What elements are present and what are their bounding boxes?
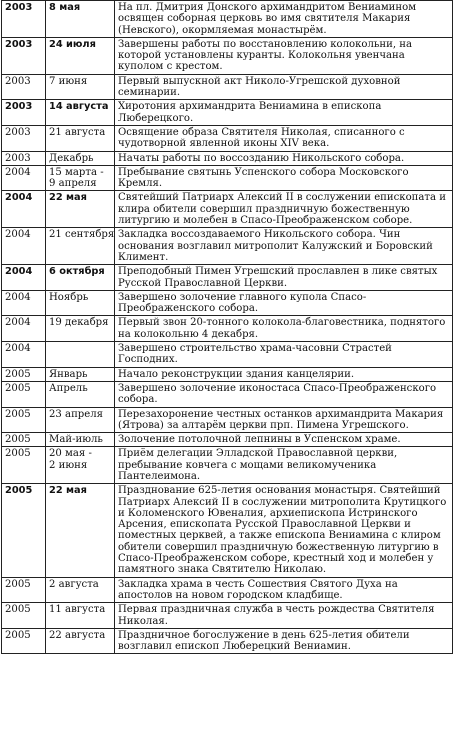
event-cell: Завершены работы по восстановлению колокольни, на которой установлены куранты. Колокольня увенчана куполом с крестом. (115, 37, 453, 74)
date-cell: 8 мая (46, 1, 115, 38)
date-cell (46, 342, 115, 368)
table-row (2, 100, 453, 126)
date-cell: 11 августа (46, 603, 115, 629)
date-cell: 2 августа (46, 577, 115, 603)
table-row (2, 447, 453, 484)
event-cell: Начало реконструкции здания канцелярии. (115, 367, 453, 381)
year-cell: 2004 (2, 165, 46, 191)
event-cell: Завершено золочение главного купола Спасо-Преображенского собора. (115, 290, 453, 316)
date-cell: 14 августа (46, 100, 115, 126)
table-row (2, 165, 453, 191)
table-row (2, 603, 453, 629)
table-row (2, 1, 453, 38)
date-cell: Апрель (46, 381, 115, 407)
event-cell: Золочение потолочной лепнины в Успенском храме. (115, 433, 453, 447)
event-cell: Хиротония архимандрита Вениамина в епископа Люберецкого. (115, 100, 453, 126)
event-cell: Закладка храма в честь Сошествия Святого Духа на апостолов на новом городском кладбище. (115, 577, 453, 603)
table-row (2, 367, 453, 381)
year-cell: 2005 (2, 381, 46, 407)
year-cell: 2005 (2, 407, 46, 433)
table-row (2, 125, 453, 151)
year-cell: 2005 (2, 603, 46, 629)
table-row (2, 342, 453, 368)
date-cell: Январь (46, 367, 115, 381)
event-cell: Завершено строительство храма-часовни Страстей Господних. (115, 342, 453, 368)
date-cell: 21 сентября (46, 228, 115, 265)
year-cell: 2005 (2, 484, 46, 577)
year-cell: 2005 (2, 367, 46, 381)
event-cell: Первый выпускной акт Николо-Угрешской духовной семинарии. (115, 74, 453, 100)
year-cell: 2003 (2, 151, 46, 165)
date-cell: Ноябрь (46, 290, 115, 316)
year-cell: 2003 (2, 74, 46, 100)
event-cell: Пребывание святынь Успенского собора Московского Кремля. (115, 165, 453, 191)
table-row (2, 433, 453, 447)
event-cell: Закладка воссоздаваемого Никольского собора. Чин основания возглавил митрополит Калужский и Боровский Климент. (115, 228, 453, 265)
event-cell: Праздничное богослужение в день 625-летия обители возглавил епископ Люберецкий Вениамин. (115, 628, 453, 654)
table-row (2, 381, 453, 407)
event-cell: Начаты работы по воссозданию Никольского собора. (115, 151, 453, 165)
date-cell: 21 августа (46, 125, 115, 151)
date-cell: 6 октября (46, 265, 115, 291)
year-cell: 2003 (2, 37, 46, 74)
event-cell: На пл. Дмитрия Донского архимандритом Вениамином освящен соборная церковь во имя святителя Макария (Невского), окормляемая монастырём. (115, 1, 453, 38)
date-cell: 22 мая (46, 484, 115, 577)
date-cell: 22 мая (46, 191, 115, 228)
date-cell: Декабрь (46, 151, 115, 165)
date-cell: 22 августа (46, 628, 115, 654)
table-row (2, 577, 453, 603)
date-cell: 23 апреля (46, 407, 115, 433)
table-row (2, 228, 453, 265)
table-row (2, 628, 453, 654)
table-row (2, 191, 453, 228)
event-cell: Святейший Патриарх Алексий II в сослужении епископата и клира обители совершил праздничную божественную литургию и молебен в Спасо-Преображенском соборе. (115, 191, 453, 228)
table-row (2, 316, 453, 342)
date-cell: Май-июль (46, 433, 115, 447)
year-cell: 2005 (2, 447, 46, 484)
year-cell: 2003 (2, 1, 46, 38)
year-cell: 2004 (2, 265, 46, 291)
year-cell: 2005 (2, 433, 46, 447)
event-cell: Первая праздничная служба в честь рождества Святителя Николая. (115, 603, 453, 629)
event-cell: Празднование 625-летия основания монастыря. Святейший Патриарх Алексий II в сослужении митрополита Крутицкого и Коломенского Ювеналия, архиепископа Истринского Арсения, епископата Русской Православной Церкви и поместных церквей, а также епископа Вениамина с клиром обители совершил праздничную божественную литургию в Спасо-Преображенском соборе, крестный ход и молебен у памятного знака Святителю Николаю. (115, 484, 453, 577)
year-cell: 2004 (2, 191, 46, 228)
table-row (2, 151, 453, 165)
event-cell: Первый звон 20-тонного колокола-благовестника, поднятого на колокольню 4 декабря. (115, 316, 453, 342)
date-cell: 20 мая - 2 июня (46, 447, 115, 484)
chronology-table (1, 0, 453, 654)
date-cell: 19 декабря (46, 316, 115, 342)
date-cell: 15 марта - 9 апреля (46, 165, 115, 191)
year-cell: 2004 (2, 342, 46, 368)
event-cell: Перезахоронение честных останков архимандрита Макария (Ятрова) за алтарём церкви прп. Пимена Угрешского. (115, 407, 453, 433)
date-cell: 7 июня (46, 74, 115, 100)
year-cell: 2003 (2, 125, 46, 151)
table-row (2, 37, 453, 74)
year-cell: 2005 (2, 628, 46, 654)
event-cell: Освящение образа Святителя Николая, списанного с чудотворной явленной иконы XIV века. (115, 125, 453, 151)
event-cell: Завершено золочение иконостаса Спасо-Преображенского собора. (115, 381, 453, 407)
table-row (2, 407, 453, 433)
event-cell: Приём делегации Элладской Православной церкви, пребывание ковчега с мощами великомученика Пантелеимона. (115, 447, 453, 484)
table-row (2, 74, 453, 100)
year-cell: 2005 (2, 577, 46, 603)
year-cell: 2004 (2, 316, 46, 342)
chronology-body (2, 1, 453, 654)
year-cell: 2004 (2, 290, 46, 316)
table-row (2, 290, 453, 316)
event-cell: Преподобный Пимен Угрешский прославлен в лике святых Русской Православной Церкви. (115, 265, 453, 291)
date-cell: 24 июля (46, 37, 115, 74)
year-cell: 2004 (2, 228, 46, 265)
table-row (2, 265, 453, 291)
year-cell: 2003 (2, 100, 46, 126)
table-row (2, 484, 453, 577)
